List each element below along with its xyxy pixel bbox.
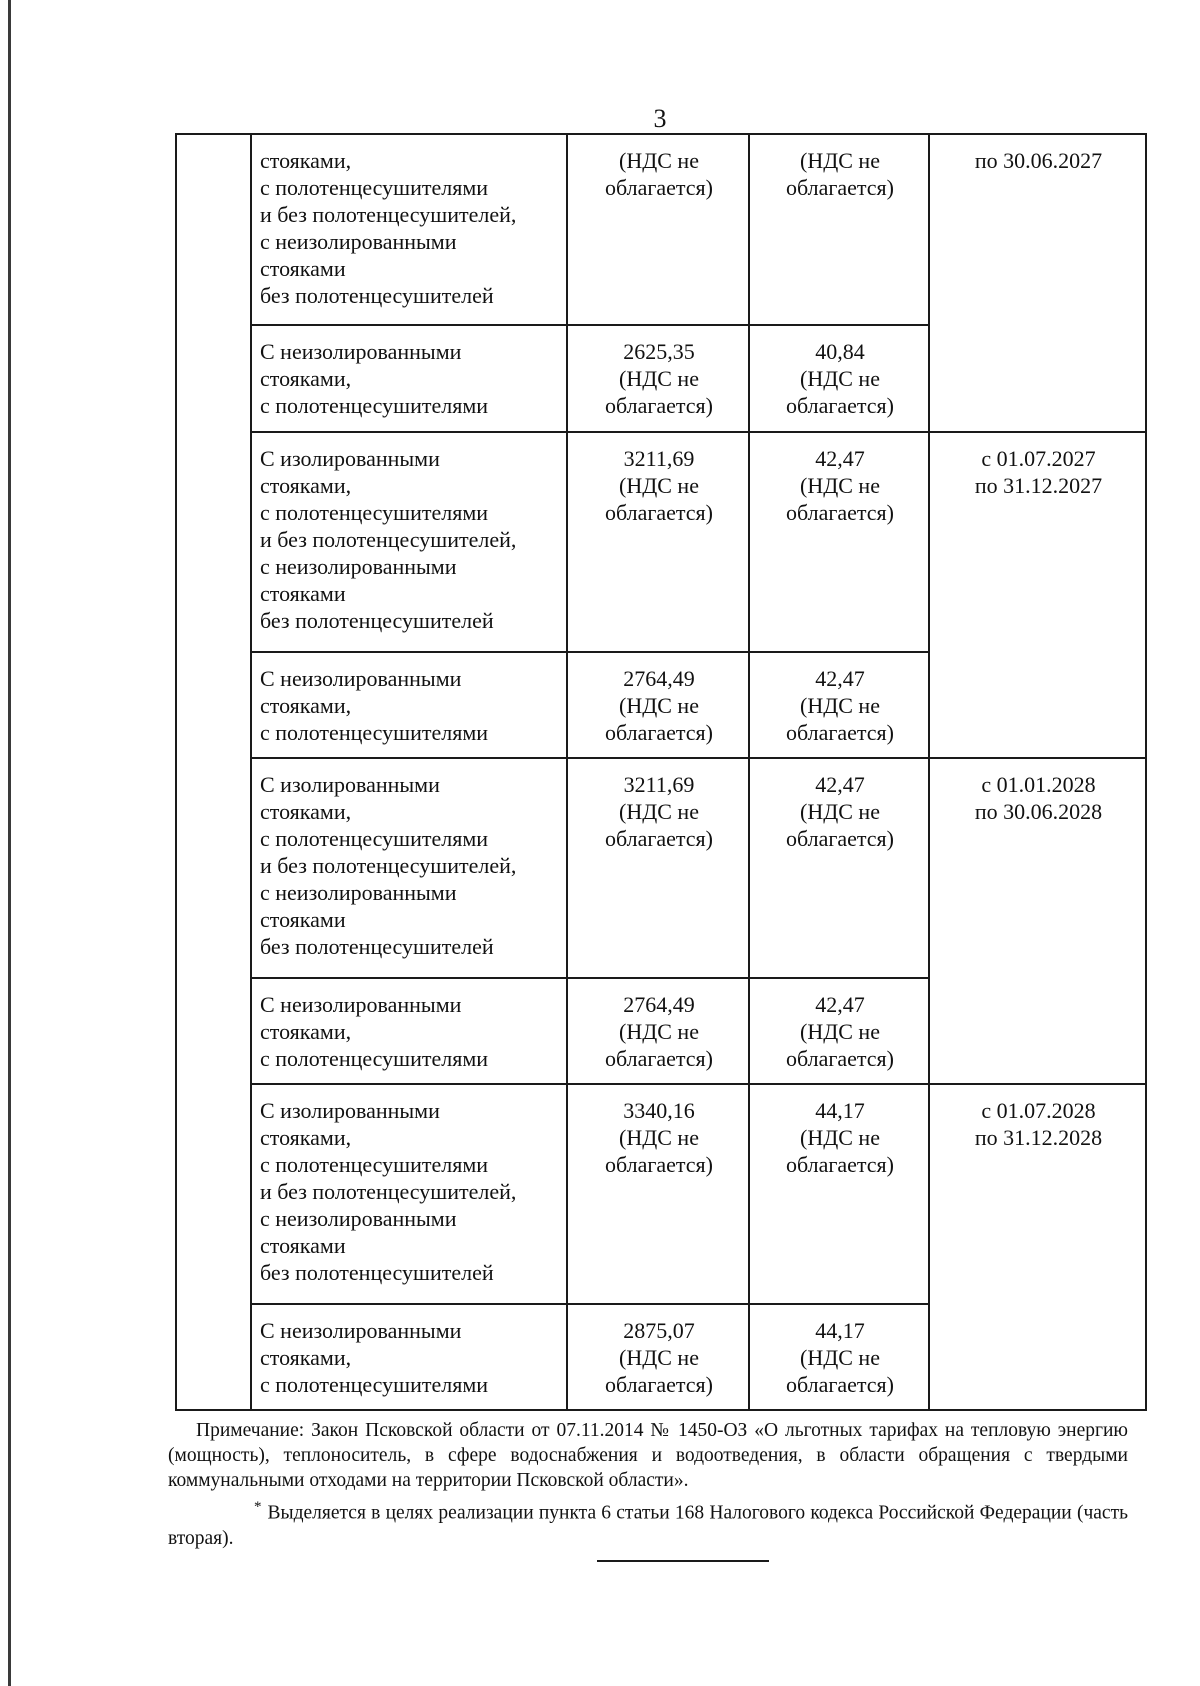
tariff-value-cell-line: (НДС не bbox=[619, 798, 699, 824]
preferential-value-cell-line: облагается) bbox=[785, 393, 895, 419]
preferential-value-cell bbox=[749, 325, 929, 431]
tariff-value-cell-line: 2625,35 bbox=[623, 339, 695, 365]
tariff-table-grid bbox=[175, 133, 1147, 1411]
description-cell-line: с полотенцесушителями bbox=[260, 1371, 489, 1397]
tariff-value-cell-line: облагается) bbox=[604, 393, 714, 419]
footnote-text: Выделяется в целях реализации пункта 6 статьи 168 Налогового кодекса Российской Федерации (часть вторая). bbox=[168, 1502, 1128, 1549]
description-cell-line: без полотенцесушителей bbox=[260, 607, 494, 633]
tariff-value-cell-line: (НДС не bbox=[619, 148, 699, 173]
description-cell-line: стояками, bbox=[260, 692, 352, 718]
table-row bbox=[176, 1084, 1146, 1304]
tariff-value-cell-line: 3211,69 bbox=[623, 771, 695, 797]
description-cell-line: стояками, bbox=[260, 472, 352, 498]
tariff-value-cell-line: (НДС не bbox=[619, 1018, 699, 1044]
preferential-value-cell-line: (НДС не bbox=[800, 692, 880, 718]
tariff-value-cell-line: облагается) bbox=[604, 719, 714, 745]
tariff-table-body bbox=[176, 134, 1146, 1410]
preferential-value-cell-line: (НДС не bbox=[800, 148, 880, 173]
notes-section bbox=[168, 1418, 1128, 1551]
period-cell-line: по 31.12.2027 bbox=[974, 472, 1103, 498]
description-cell-line: С неизолированными bbox=[260, 339, 462, 365]
preferential-value-cell-line: облагается) bbox=[785, 1151, 895, 1177]
period-cell-line: по 30.06.2028 bbox=[974, 798, 1103, 824]
row-number-cell bbox=[176, 134, 251, 1410]
footnote-paragraph bbox=[168, 1495, 1128, 1551]
tariff-value-cell-line: 2764,49 bbox=[623, 665, 695, 691]
preferential-value-cell-line: 42,47 bbox=[815, 445, 865, 471]
description-cell bbox=[251, 1084, 567, 1304]
preferential-value-cell-line: (НДС не bbox=[800, 1018, 880, 1044]
description-cell-line: с полотенцесушителями bbox=[260, 825, 489, 851]
description-cell-line: с неизолированными bbox=[260, 553, 457, 579]
preferential-value-cell bbox=[749, 652, 929, 758]
description-cell-line: С изолированными bbox=[260, 445, 440, 471]
tariff-value-cell-line: облагается) bbox=[604, 1371, 714, 1397]
description-cell-line: с неизолированными bbox=[260, 879, 457, 905]
preferential-value-cell-line: (НДС не bbox=[800, 1344, 880, 1370]
preferential-value-cell-line: 42,47 bbox=[815, 665, 865, 691]
footnote-marker: * bbox=[254, 1499, 262, 1515]
tariff-value-cell bbox=[567, 432, 749, 652]
period-cell-line: с 01.07.2027 bbox=[981, 445, 1096, 471]
tariff-value-cell-line: облагается) bbox=[604, 499, 714, 525]
tariff-table bbox=[175, 133, 1145, 1411]
description-cell-line: стояками bbox=[260, 1232, 346, 1258]
description-cell-line: с неизолированными bbox=[260, 1205, 457, 1231]
tariff-value-cell-line: 3340,16 bbox=[623, 1097, 695, 1123]
description-cell-line: и без полотенцесушителей, bbox=[260, 1178, 517, 1204]
period-cell-line: по 31.12.2028 bbox=[974, 1124, 1103, 1150]
tariff-value-cell-line: (НДС не bbox=[619, 1344, 699, 1370]
description-cell-line: стояками, bbox=[260, 1344, 352, 1370]
description-cell-line: стояками, bbox=[260, 148, 352, 173]
tariff-value-cell-line: 2764,49 bbox=[623, 991, 695, 1017]
description-cell-line: стояками, bbox=[260, 366, 352, 392]
tariff-value-cell bbox=[567, 652, 749, 758]
preferential-value-cell-line: 44,17 bbox=[815, 1317, 865, 1343]
period-cell bbox=[929, 134, 1146, 432]
preferential-value-cell bbox=[749, 432, 929, 652]
separator-rule bbox=[597, 1560, 769, 1562]
period-cell bbox=[929, 432, 1146, 758]
description-cell-line: стояками bbox=[260, 580, 346, 606]
description-cell-line: стояками, bbox=[260, 1018, 352, 1044]
period-cell-line: по 30.06.2027 bbox=[974, 148, 1103, 173]
description-cell-line: с полотенцесушителями bbox=[260, 393, 489, 419]
preferential-value-cell bbox=[749, 758, 929, 978]
page-number: 3 bbox=[653, 104, 667, 133]
description-cell-line: стояками, bbox=[260, 798, 352, 824]
preferential-value-cell-line: 44,17 bbox=[815, 1097, 865, 1123]
tariff-value-cell bbox=[567, 134, 749, 325]
description-cell bbox=[251, 978, 567, 1084]
tariff-value-cell bbox=[567, 1084, 749, 1304]
preferential-value-cell bbox=[749, 1084, 929, 1304]
preferential-value-cell bbox=[749, 978, 929, 1084]
preferential-value-cell-line: облагается) bbox=[785, 499, 895, 525]
description-cell-line: и без полотенцесушителей, bbox=[260, 202, 517, 227]
description-cell-line: стояками, bbox=[260, 1124, 352, 1150]
description-cell-line: и без полотенцесушителей, bbox=[260, 526, 517, 552]
period-cell-line: с 01.01.2028 bbox=[981, 771, 1096, 797]
description-cell-line: и без полотенцесушителей, bbox=[260, 852, 517, 878]
description-cell-line: с полотенцесушителями bbox=[260, 1045, 489, 1071]
description-cell bbox=[251, 652, 567, 758]
description-cell bbox=[251, 134, 567, 325]
description-cell bbox=[251, 325, 567, 431]
preferential-value-cell-line: облагается) bbox=[785, 825, 895, 851]
tariff-value-cell-line: облагается) bbox=[604, 175, 714, 200]
tariff-value-cell bbox=[567, 758, 749, 978]
preferential-value-cell-line: 42,47 bbox=[815, 771, 865, 797]
table-row bbox=[176, 758, 1146, 978]
tariff-value-cell bbox=[567, 978, 749, 1084]
tariff-value-cell-line: 2875,07 bbox=[623, 1317, 695, 1343]
preferential-value-cell-line: облагается) bbox=[785, 1045, 895, 1071]
tariff-value-cell-line: облагается) bbox=[604, 1151, 714, 1177]
tariff-value-cell-line: 3211,69 bbox=[623, 445, 695, 471]
description-cell-line: С изолированными bbox=[260, 1097, 440, 1123]
tariff-value-cell-line: (НДС не bbox=[619, 1124, 699, 1150]
description-cell-line: С неизолированными bbox=[260, 665, 462, 691]
tariff-value-cell bbox=[567, 325, 749, 431]
tariff-value-cell-line: облагается) bbox=[604, 825, 714, 851]
preferential-value-cell-line: (НДС не bbox=[800, 798, 880, 824]
preferential-value-cell-line: облагается) bbox=[785, 175, 895, 200]
description-cell-line: без полотенцесушителей bbox=[260, 933, 494, 959]
preferential-value-cell-line: 40,84 bbox=[815, 339, 865, 365]
description-cell-line: С неизолированными bbox=[260, 1317, 462, 1343]
preferential-value-cell-line: 42,47 bbox=[815, 991, 865, 1017]
table-row bbox=[176, 432, 1146, 652]
preferential-value-cell bbox=[749, 1304, 929, 1410]
description-cell-line: без полотенцесушителей bbox=[260, 283, 494, 308]
table-row bbox=[176, 134, 1146, 325]
period-cell bbox=[929, 1084, 1146, 1410]
preferential-value-cell-line: (НДС не bbox=[800, 472, 880, 498]
preferential-value-cell bbox=[749, 134, 929, 325]
note-paragraph: Примечание: Закон Псковской области от 07.11.2014 № 1450-ОЗ «О льготных тарифах на тепловую энергию (мощность), теплоноситель, в сфере водоснабжения и водоотведения, в области обращения с твердыми коммунальными отходами на территории Псковской области». bbox=[168, 1420, 1128, 1491]
tariff-value-cell-line: (НДС не bbox=[619, 472, 699, 498]
description-cell bbox=[251, 1304, 567, 1410]
description-cell-line: с неизолированными bbox=[260, 229, 457, 254]
description-cell bbox=[251, 758, 567, 978]
period-cell-line: с 01.07.2028 bbox=[981, 1097, 1096, 1123]
description-cell-line: С изолированными bbox=[260, 771, 440, 797]
period-cell bbox=[929, 758, 1146, 1084]
preferential-value-cell-line: облагается) bbox=[785, 1371, 895, 1397]
description-cell-line: стояками bbox=[260, 906, 346, 932]
tariff-value-cell-line: (НДС не bbox=[619, 692, 699, 718]
scan-edge-line bbox=[8, 0, 11, 1686]
tariff-value-cell-line: облагается) bbox=[604, 1045, 714, 1071]
tariff-value-cell bbox=[567, 1304, 749, 1410]
tariff-value-cell-line: (НДС не bbox=[619, 366, 699, 392]
preferential-value-cell-line: (НДС не bbox=[800, 366, 880, 392]
preferential-value-cell-line: (НДС не bbox=[800, 1124, 880, 1150]
description-cell bbox=[251, 432, 567, 652]
description-cell-line: без полотенцесушителей bbox=[260, 1259, 494, 1285]
preferential-value-cell-line: облагается) bbox=[785, 719, 895, 745]
description-cell-line: с полотенцесушителями bbox=[260, 719, 489, 745]
description-cell-line: стояками bbox=[260, 256, 346, 281]
description-cell-line: С неизолированными bbox=[260, 991, 462, 1017]
description-cell-line: с полотенцесушителями bbox=[260, 175, 489, 200]
description-cell-line: с полотенцесушителями bbox=[260, 499, 489, 525]
description-cell-line: с полотенцесушителями bbox=[260, 1151, 489, 1177]
